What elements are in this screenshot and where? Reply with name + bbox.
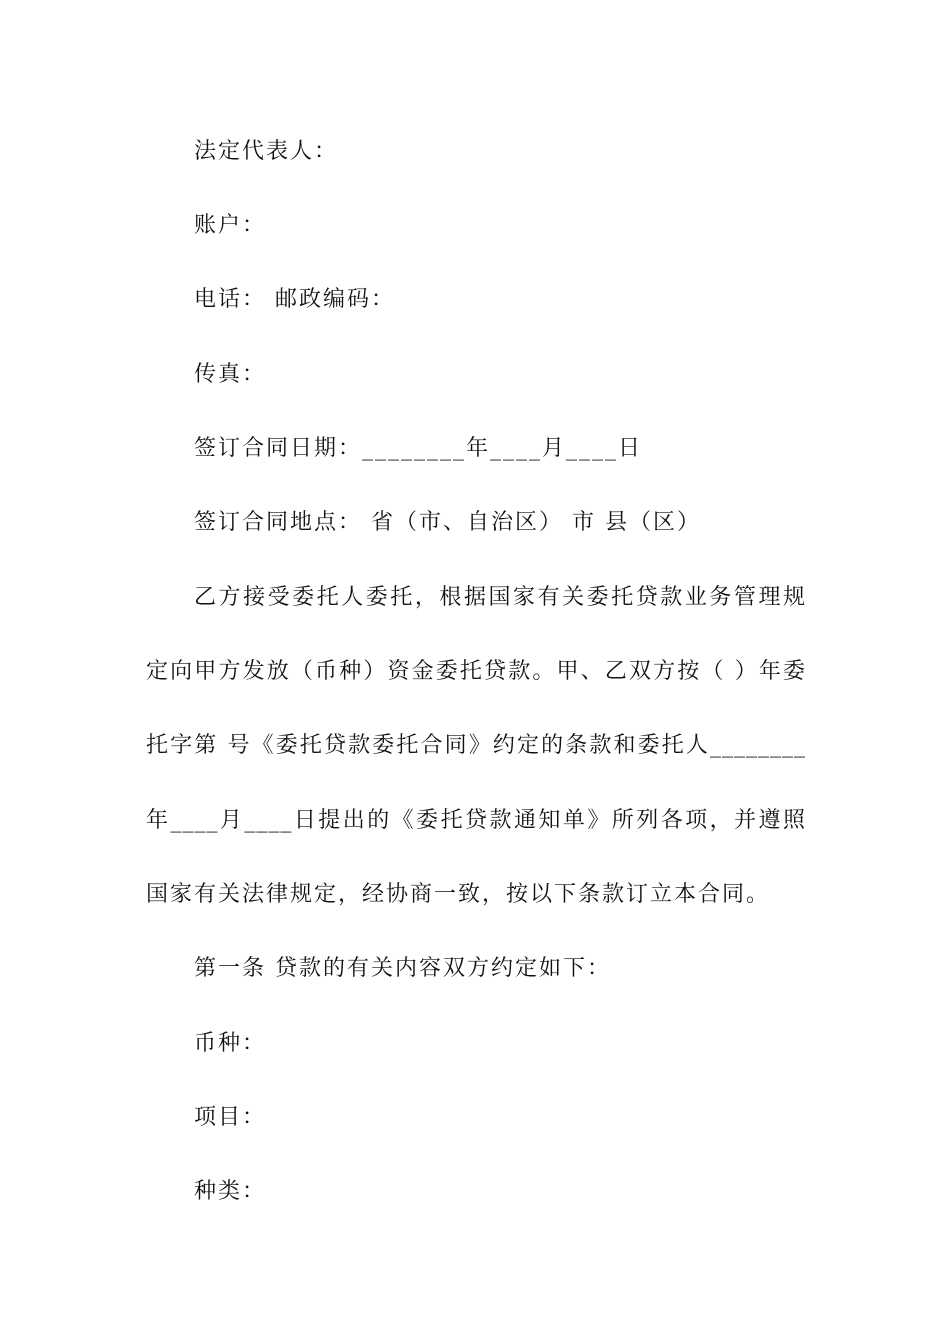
account-label: 账户： (194, 213, 267, 238)
paragraph-line: 定向甲方发放（币种）资金委托贷款。甲、乙双方按（ ）年委 (146, 659, 806, 684)
legal-representative-label: 法定代表人： (194, 139, 339, 164)
signing-date-line: 签订合同日期：________年____月____日 (194, 436, 643, 461)
phone-postcode-label: 电话： 邮政编码： (194, 287, 395, 312)
type-label: 种类： (194, 1179, 267, 1204)
signing-place-line: 签订合同地点： 省（市、自治区） 市 县（区） (194, 510, 701, 535)
paragraph-line: 国家有关法律规定，经协商一致，按以下条款订立本合同。 (146, 882, 771, 907)
project-label: 项目： (194, 1105, 267, 1130)
currency-label: 币种： (194, 1031, 267, 1056)
paragraph-line: 托字第 号《委托贷款委托合同》约定的条款和委托人________ (146, 733, 806, 758)
paragraph-line: 年____月____日提出的《委托贷款通知单》所列各项，并遵照 (146, 808, 806, 833)
article-one-heading: 第一条 贷款的有关内容双方约定如下： (194, 956, 611, 981)
fax-label: 传真： (194, 362, 267, 387)
paragraph-line: 乙方接受委托人委托，根据国家有关委托贷款业务管理规 (194, 585, 806, 610)
